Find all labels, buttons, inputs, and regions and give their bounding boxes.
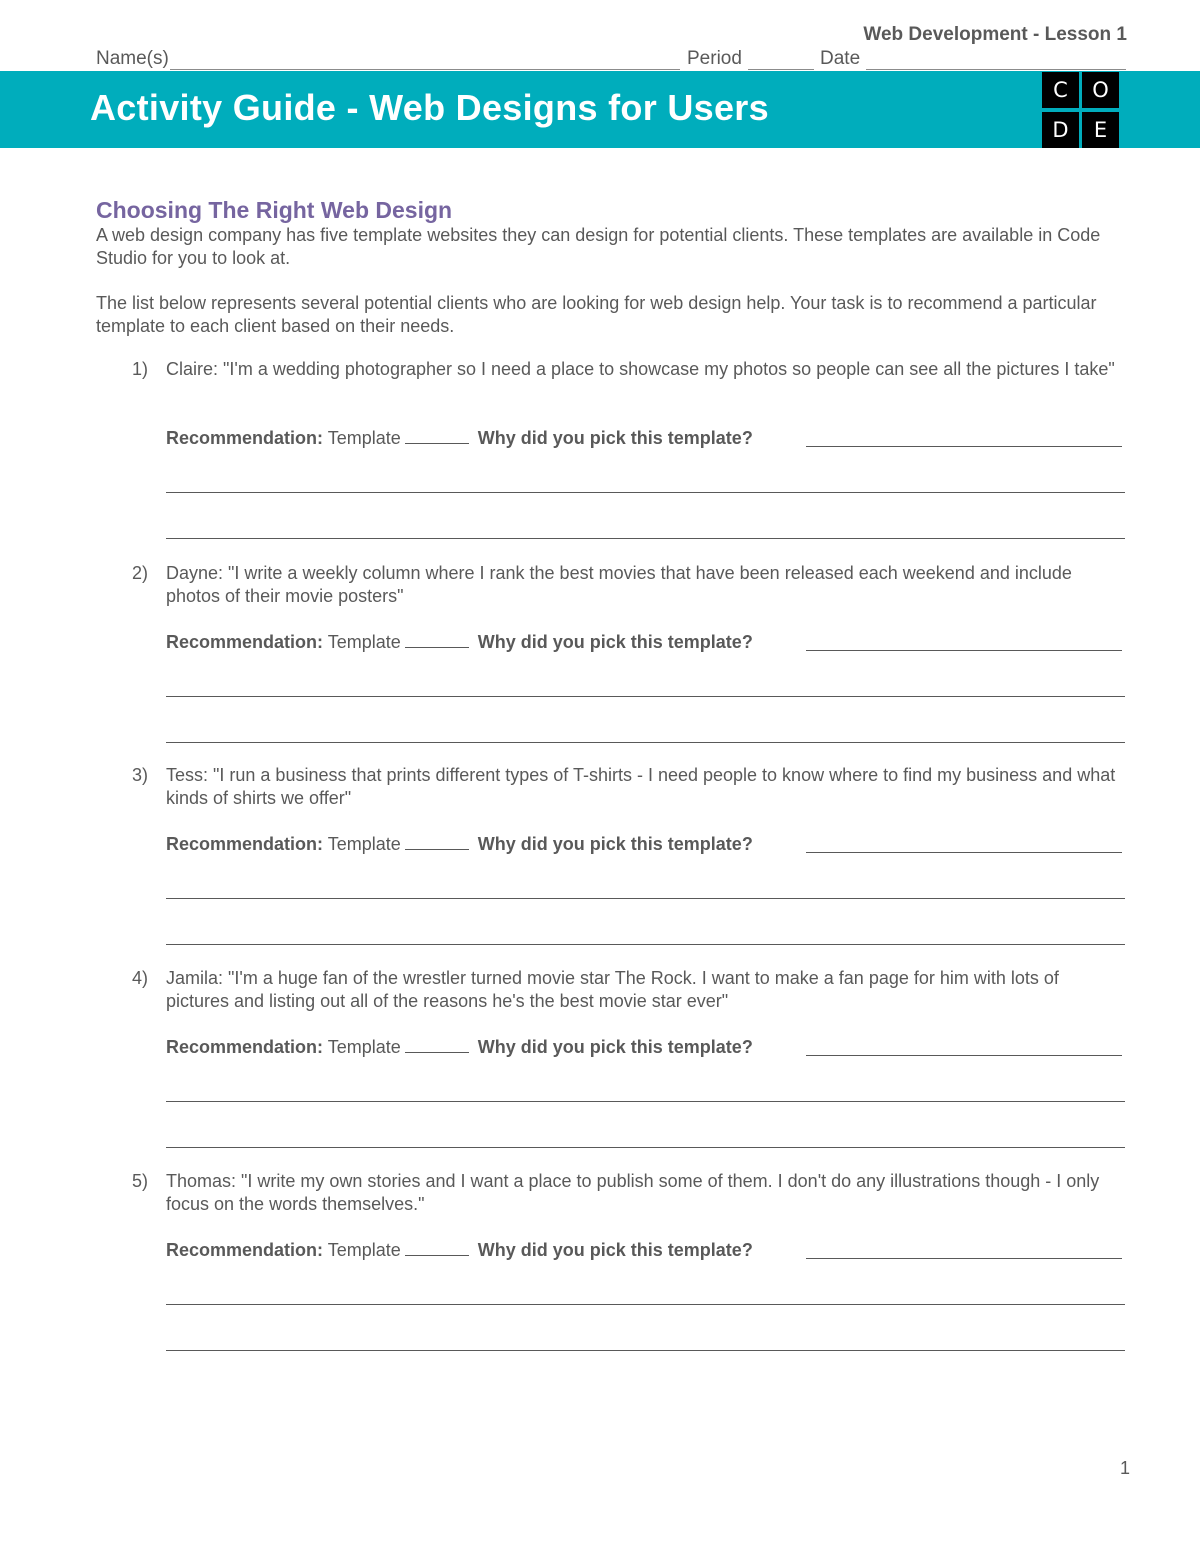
name-field[interactable] <box>170 48 680 70</box>
template-label: Template <box>327 428 401 448</box>
why-blank[interactable] <box>806 1034 1122 1056</box>
why-blank[interactable] <box>806 831 1122 853</box>
answer-line[interactable] <box>166 742 1125 743</box>
page-number: 1 <box>1119 1458 1130 1478</box>
question-text: Tess: "I run a business that prints different types of T-shirts - I need people to know where to find my business and what kinds of shirts we offer" <box>166 765 1116 808</box>
answer-line[interactable] <box>166 944 1125 945</box>
intro-paragraph-1: A web design company has five template websites they can design for potential clients. These templates are available in Code Studio for you to look at. <box>96 225 1101 268</box>
name-period-date-row <box>96 48 1126 72</box>
code-logo <box>1040 71 1120 148</box>
recommendation-label: Recommendation: <box>166 1037 324 1057</box>
question-number: 1) <box>132 359 149 379</box>
question-text: Dayne: "I write a weekly column where I rank the best movies that have been released each weekend and include photos of their movie posters" <box>166 563 1072 606</box>
logo-letter-d: D <box>1042 112 1079 148</box>
why-label: Why did you pick this template? <box>477 632 753 652</box>
template-blank[interactable] <box>405 425 469 444</box>
period-field[interactable] <box>748 48 814 70</box>
template-label: Template <box>327 1240 401 1260</box>
why-label: Why did you pick this template? <box>477 1037 753 1057</box>
question-text: Thomas: "I write my own stories and I want a place to publish some of them. I don't do any illustrations though - I only focus on the words themselves." <box>166 1171 1100 1214</box>
template-label: Template <box>327 1037 401 1057</box>
recommendation-row <box>166 831 1126 855</box>
answer-line[interactable] <box>166 898 1125 899</box>
lesson-label: Web Development - Lesson 1 <box>863 24 1127 45</box>
template-blank[interactable] <box>405 1034 469 1053</box>
question-number: 2) <box>132 563 149 583</box>
period-label: Period <box>687 48 742 69</box>
section-title: Choosing The Right Web Design <box>96 197 453 223</box>
recommendation-label: Recommendation: <box>166 1240 324 1260</box>
logo-letter-e: E <box>1082 112 1119 148</box>
answer-line[interactable] <box>166 1350 1125 1351</box>
recommendation-label: Recommendation: <box>166 834 324 854</box>
question-number: 3) <box>132 765 149 785</box>
why-blank[interactable] <box>806 629 1122 651</box>
recommendation-label: Recommendation: <box>166 632 324 652</box>
answer-line[interactable] <box>166 696 1125 697</box>
question-text: Claire: "I'm a wedding photographer so I need a place to showcase my photos so people can see all the pictures I take" <box>166 359 1115 379</box>
date-field[interactable] <box>866 48 1126 70</box>
question-text: Jamila: "I'm a huge fan of the wrestler turned movie star The Rock. I want to make a fan page for him with lots of pictures and listing out all of the reasons he's the best movie star ever" <box>166 968 1059 1011</box>
template-blank[interactable] <box>405 629 469 648</box>
answer-line[interactable] <box>166 1147 1125 1148</box>
why-label: Why did you pick this template? <box>477 428 753 448</box>
date-label: Date <box>820 48 861 69</box>
why-blank[interactable] <box>806 425 1122 447</box>
answer-line[interactable] <box>166 1304 1125 1305</box>
why-label: Why did you pick this template? <box>477 1240 753 1260</box>
answer-line[interactable] <box>166 538 1125 539</box>
title-banner <box>0 71 1200 148</box>
template-blank[interactable] <box>405 1237 469 1256</box>
answer-line[interactable] <box>166 492 1125 493</box>
why-label: Why did you pick this template? <box>477 834 753 854</box>
question-number: 5) <box>132 1171 149 1191</box>
template-label: Template <box>327 834 401 854</box>
logo-letter-c: C <box>1042 72 1079 108</box>
recommendation-row <box>166 1237 1126 1261</box>
intro-paragraph-2: The list below represents several potential clients who are looking for web design help. Your task is to recommend a particular template to each client based on their needs. <box>96 293 1097 336</box>
template-blank[interactable] <box>405 831 469 850</box>
question-number: 4) <box>132 968 149 988</box>
logo-letter-o: O <box>1082 72 1119 108</box>
template-label: Template <box>327 632 401 652</box>
page-title: Activity Guide - Web Designs for Users <box>90 87 769 128</box>
worksheet-content <box>96 196 1126 1260</box>
recommendation-label: Recommendation: <box>166 428 324 448</box>
recommendation-row <box>166 1034 1126 1058</box>
recommendation-row <box>166 629 1126 653</box>
recommendation-row <box>166 425 1126 449</box>
why-blank[interactable] <box>806 1237 1122 1259</box>
answer-line[interactable] <box>166 1101 1125 1102</box>
name-label: Name(s) <box>96 48 169 69</box>
